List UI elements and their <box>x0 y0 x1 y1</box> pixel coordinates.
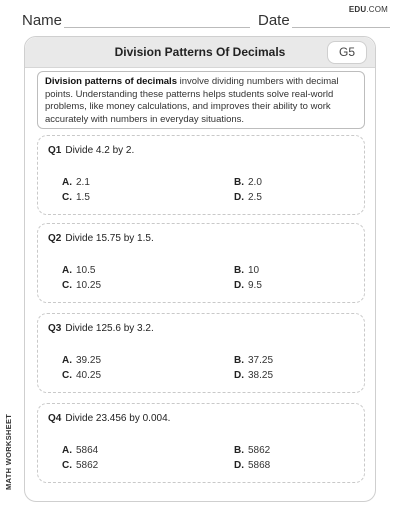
option-d[interactable]: D. 5868 <box>234 460 271 471</box>
option-a[interactable]: A. 10.5 <box>62 265 96 276</box>
worksheet-header <box>0 0 400 32</box>
logo-suffix: .COM <box>366 5 388 14</box>
question-heading <box>48 413 170 424</box>
logo-brand: EDU <box>348 5 367 14</box>
option-c[interactable]: C. 40.25 <box>62 370 102 381</box>
date-label: Date <box>258 12 290 29</box>
question-text: Divide 23.456 by 0.004. <box>65 413 171 424</box>
question-number: Q2 <box>48 233 62 244</box>
option-d[interactable]: D. 2.5 <box>234 192 262 203</box>
worksheet-frame <box>24 36 376 502</box>
question-heading <box>48 233 154 244</box>
date-line[interactable] <box>292 27 390 28</box>
name-line[interactable] <box>64 27 250 28</box>
option-a[interactable]: A. 39.25 <box>62 355 102 366</box>
question-text: Divide 15.75 by 1.5. <box>65 233 154 244</box>
grade-badge: G5 <box>327 41 367 64</box>
question-card <box>37 403 365 483</box>
option-b[interactable]: B. 37.25 <box>234 355 274 366</box>
option-d[interactable]: D. 38.25 <box>234 370 274 381</box>
option-d[interactable]: D. 9.5 <box>234 280 262 291</box>
question-number: Q4 <box>48 413 62 424</box>
question-number: Q1 <box>48 145 62 156</box>
intro-box <box>37 71 365 129</box>
question-number: Q3 <box>48 323 62 334</box>
edu-logo <box>349 5 388 14</box>
question-card <box>37 313 365 393</box>
option-c[interactable]: C. 5862 <box>62 460 99 471</box>
option-c[interactable]: C. 10.25 <box>62 280 102 291</box>
question-text: Divide 4.2 by 2. <box>65 145 135 156</box>
option-b[interactable]: B. 5862 <box>234 445 271 456</box>
option-c[interactable]: C. 1.5 <box>62 192 90 203</box>
option-a[interactable]: A. 2.1 <box>62 177 90 188</box>
option-a[interactable]: A. 5864 <box>62 445 99 456</box>
option-b[interactable]: B. 10 <box>234 265 260 276</box>
question-heading <box>48 323 154 334</box>
question-card <box>37 223 365 303</box>
intro-bold: Division patterns of decimals <box>45 76 177 87</box>
question-heading <box>48 145 134 156</box>
question-text: Divide 125.6 by 3.2. <box>65 323 154 334</box>
name-label: Name <box>22 12 63 29</box>
question-card <box>37 135 365 215</box>
option-b[interactable]: B. 2.0 <box>234 177 262 188</box>
title-bar <box>25 37 375 68</box>
worksheet-title: Division Patterns Of Decimals <box>114 45 286 59</box>
side-label: MATH WORKSHEET <box>4 413 13 490</box>
intro-text: involve dividing numbers with decimal points. Understanding these patterns helps students solve real-world problems, like money calculations, and improves their ability to work accurately with numbers in everyday situations. <box>45 76 339 125</box>
